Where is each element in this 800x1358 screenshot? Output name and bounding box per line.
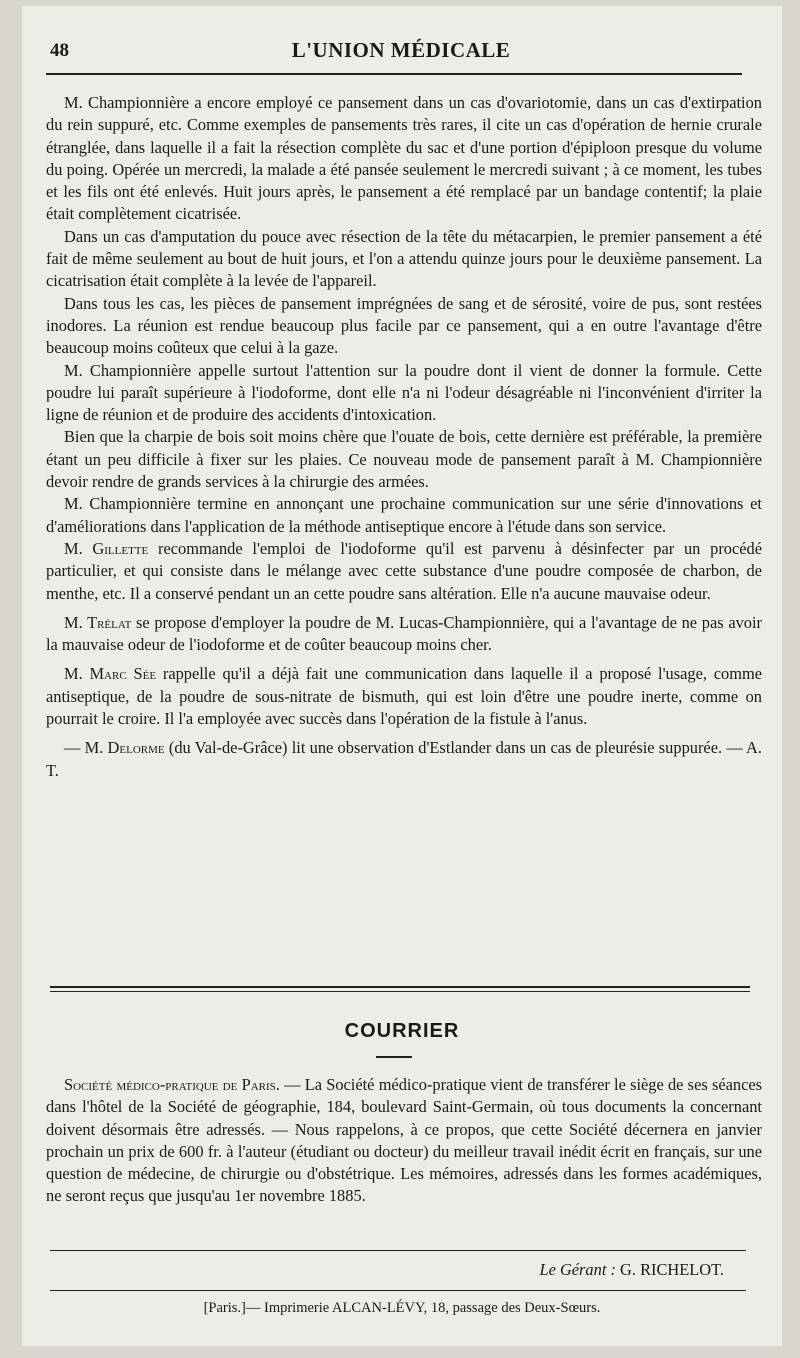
gerant-signature: [539, 1260, 724, 1280]
footer-rule-top: [50, 1250, 746, 1251]
paragraph: [46, 663, 762, 730]
header-rule: [46, 73, 742, 75]
paragraph-text: Dans tous les cas, les pièces de pansement imprégnées de sang et de sérosité, voire de pus, sont restées inodores. La réunion est rendue beaucoup plus facile par ce pansement, qui a en outre l'avantage d'être beaucoup moins coûteux que celui à la gaze.: [46, 293, 762, 358]
paragraph-text: (du Val-de-Grâce) lit une observation d'Estlander dans un cas de pleurésie suppurée. — A. T.: [46, 738, 762, 780]
paragraph-text: — La Société médico-pratique vient de transférer le siège de ses séances dans l'hôtel de la Société de géographie, 184, boulevard Saint-Germain, où tous documents la concernant doivent désormais être adressés. — Nous rappelons, à ce propos, que cette Société décernera en janvier prochain un prix de 600 fr. à l'auteur (étudiant ou docteur) du meilleur travail inédit écrit en français, sur une question de médecine, de chirurgie ou d'obstétrique. Les mémoires, adressés dans les formes académiques, ne seront reçus que jusqu'au 1er novembre 1885.: [46, 1075, 762, 1206]
speaker-name: — M. Delorme: [64, 738, 165, 758]
paragraph: [46, 612, 762, 657]
page-header: [40, 36, 762, 66]
paragraph-text: se propose d'employer la poudre de M. Lucas-Championnière, qui a l'avantage de ne pas avoir la mauvaise odeur de l'iodoforme et de coûter beaucoup moins cher.: [46, 612, 762, 655]
gerant-name: G. RICHELOT.: [620, 1260, 724, 1279]
speaker-name: M. Marc Sée: [64, 664, 157, 684]
footer-rule-bottom: [50, 1290, 746, 1291]
paragraph: [46, 293, 762, 360]
page-number: 48: [50, 40, 69, 61]
article-body: [46, 92, 762, 782]
paragraph: [46, 360, 762, 427]
courrier-body: [46, 1074, 762, 1208]
society-name: Société médico-pratique de Paris.: [64, 1075, 280, 1094]
paragraph-text: Dans un cas d'amputation du pouce avec résection de la tête du métacarpien, le premier pansement a été fait de même seulement au bout de huit jours, et l'on a attendu quinze jours pour le deuxième pansement. La cicatrisation était complète à la levée de l'appareil.: [46, 226, 762, 291]
paragraph-text: M. Championnière termine en annonçant une prochaine communication sur une série d'innovations et d'améliorations dans l'application de la méthode antiseptique encore à l'étude dans son service.: [46, 494, 762, 536]
paragraph-text: rappelle qu'il a déjà fait une communication dans laquelle il a proposé l'usage, comme antiseptique, de la poudre de sous-nitrate de bismuth, qui est loin d'être une poudre inerte, comme on pourrait le croire. Il l'a employée avec succès dans l'opération de la fistule à l'anus.: [46, 664, 762, 729]
paragraph-text: recommande l'emploi de l'iodoforme qu'il est parvenu à désinfecter par un procédé particulier, et qui consiste dans le mélange avec cette substance d'une poudre composée de charbon, de menthe, etc. Il a conservé pendant un an cette poudre sans altération. Elle n'a aucune mauvaise odeur.: [46, 538, 762, 603]
printer-imprint: [Paris.]— Imprimerie ALCAN-LÉVY, 18, passage des Deux-Sœurs.: [203, 1300, 601, 1316]
section-divider: [50, 986, 750, 992]
speaker-name: M. Trélat: [64, 612, 132, 632]
paragraph: [46, 493, 762, 538]
paragraph: [46, 426, 762, 493]
speaker-name: M. Gillette: [64, 538, 149, 558]
journal-title: L'UNION MÉDICALE: [291, 38, 511, 62]
paragraph-text: M. Championnière appelle surtout l'attention sur la poudre dont il vient de donner la formule. Cette poudre lui paraît supérieure à l'iodoforme, dont elle n'a ni l'odeur désagréable ni l'inconvénient d'irriter la ligne de réunion et de produire des accidents d'intoxication.: [46, 360, 762, 425]
paragraph: [46, 1074, 762, 1208]
gerant-label: Le Gérant :: [539, 1260, 616, 1279]
journal-page: [22, 6, 782, 1346]
paragraph: [46, 737, 762, 782]
courrier-heading: COURRIER: [344, 1020, 460, 1042]
paragraph-text: M. Championnière a encore employé ce pansement dans un cas d'ovariotomie, dans un cas d'extirpation du rein suppuré, etc. Comme exemples de pansements très rares, il cite un cas d'opération de hernie crurale étranglée, dans laquelle il a fait la résection complète du sac et d'une portion d'épiploon presque du volume du poing. Opérée un mercredi, la malade a été pansée seulement le mercredi suivant ; à ce moment, les tubes et les fils ont été enlevés. Huit jours après, le pansement a été remplacé par un bandage contentif; la plaie était complètement cicatrisée.: [46, 93, 762, 224]
paragraph-text: Bien que la charpie de bois soit moins chère que l'ouate de bois, cette dernière est préférable, la première étant un peu difficile à fixer sur les plaies. Ce nouveau mode de pansement paraît à M. Championnière devoir rendre de grands services à la chirurgie des armées.: [46, 427, 762, 492]
heading-underline: [376, 1056, 412, 1058]
paragraph: [46, 538, 762, 605]
paragraph: [46, 92, 762, 226]
paragraph: [46, 226, 762, 293]
